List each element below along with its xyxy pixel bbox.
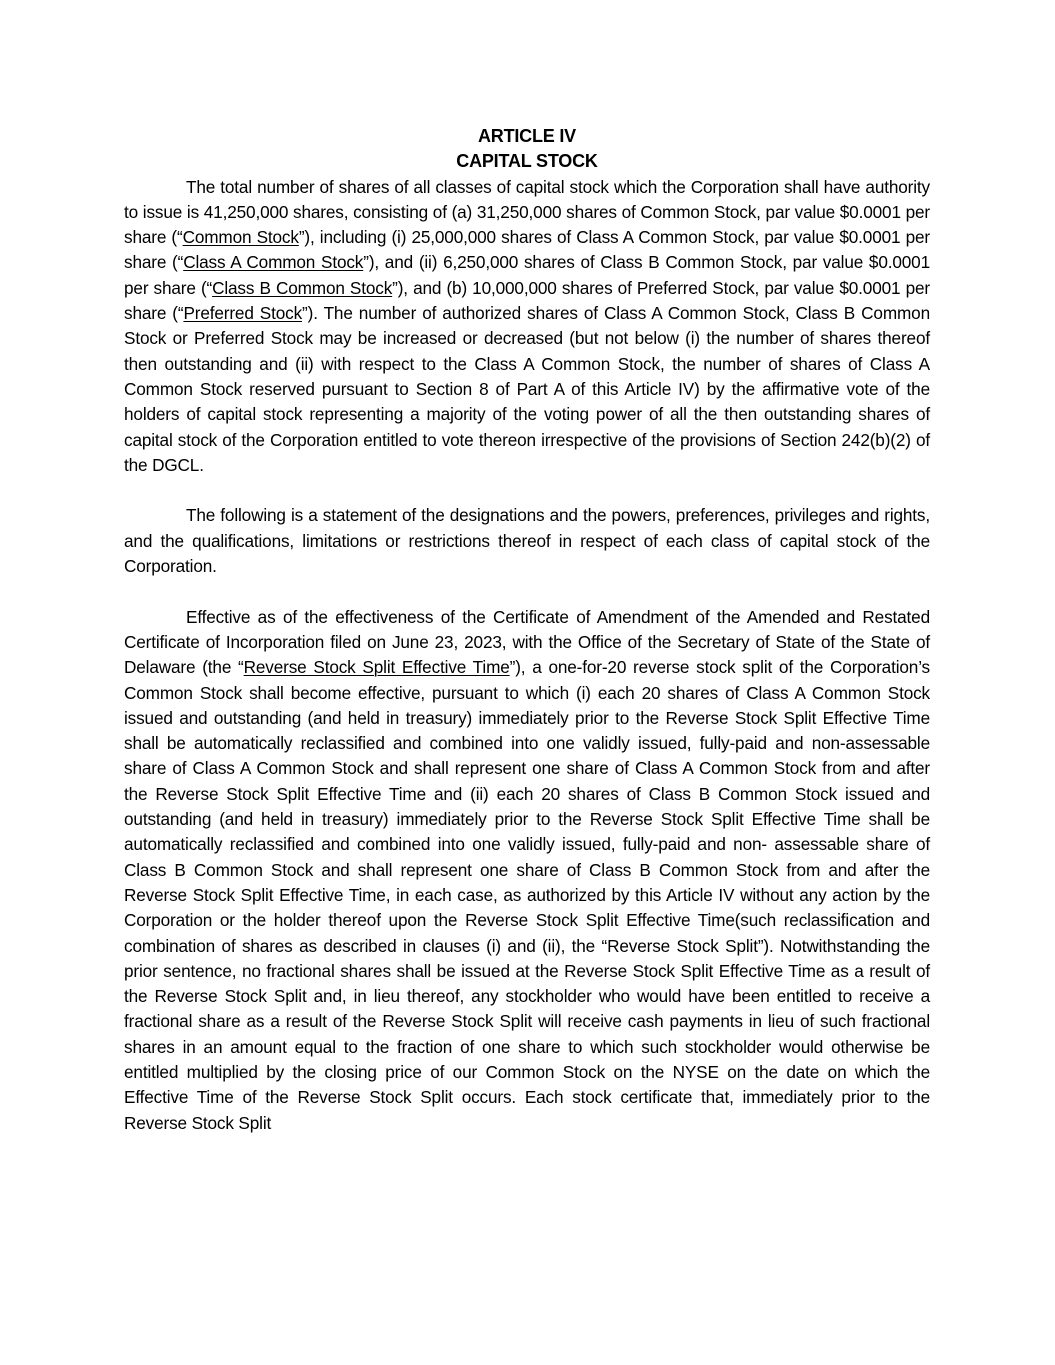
paragraph-text: ”), and (ii) 6,250,000 shares of Class B Common Stock, par value $0.0001 per share (“ bbox=[124, 252, 931, 298]
paragraph-text: ”), and (b) 10,000,000 shares of Preferred Stock, par value $0.0001 per share (“ bbox=[124, 277, 930, 324]
paragraph-text: Effective as of the effectiveness of the Certificate of Amendment of the Amended and Restated Certificate of Incorporation filed on June 23, 2023, with the Office of the Secretary of State of the State of Delaware (the “ bbox=[124, 606, 930, 678]
paragraph-designations: The following is a statement of the designations and the powers, preferences, privileges and rights, and the qualifications, limitations or restrictions thereof in respect of each class of capital stock of the Corporation. bbox=[124, 505, 930, 577]
article-title: CAPITAL STOCK bbox=[456, 151, 598, 172]
defined-term-common-stock: Common Stock bbox=[182, 227, 299, 248]
paragraph-text: ”), a one-for-20 reverse stock split of the Corporation’s Common Stock shall become effective, pursuant to which (i) each 20 shares of Class A Common Stock issued and outstanding (and held in treasury) immediately prior to the Reverse Stock Split Effective Time shall be automatically reclassified and combined into one validly issued, fully-paid and non-assessable share of Class A Common Stock and shall represent one share of Class A Common Stock from and after the Reverse Stock Split Effective Time and (ii) each 20 shares of Class B Common Stock issued and outstanding (and held in treasury) immediately prior to the Reverse Stock Split Effective Time shall be automatically reclassified and combined into one validly issued, fully-paid and non- assessable share of Class B Common Stock and shall represent one share of Class B Common Stock from and after the Reverse Stock Split Effective Time, in each case, as authorized by this Article IV without any action by the Corporation or the holder thereof upon the Reverse Stock Split Effective Time(such reclassification and combination of shares as described in clauses (i) and (ii), the “Reverse Stock Split”). Notwithstanding the prior sentence, no fractional shares shall be issued at the Reverse Stock Split Effective Time as a result of the Reverse Stock Split and, in lieu thereof, any stockholder who would have been entitled to receive a fractional share as a result of the Reverse Stock Split will receive cash payments in lieu of such fractional shares in an amount equal to the fraction of one share to which such stockholder would otherwise be entitled multiplied by the closing price of our Common Stock on the NYSE on the date on which the Effective Time of the Reverse Stock Split occurs. Each stock certificate that, immediately prior to the Reverse Stock Split bbox=[124, 657, 930, 1133]
paragraph-text: ”). The number of authorized shares of Class A Common Stock, Class B Common Stock or Preferred Stock may be increased or decreased (but not below (i) the number of shares thereof then outstanding and (ii) with respect to the Class A Common Stock, the number of shares of Class A Common Stock reserved pursuant to Section 8 of Part A of this Article IV) by the affirmative vote of the holders of capital stock representing a majority of the voting power of all the then outstanding shares of capital stock of the Corporation entitled to vote thereon irrespective of the provisions of Section 242(b)(2) of the DGCL. bbox=[124, 303, 930, 475]
paragraph-text: The total number of shares of all classes of capital stock which the Corporation shall have authority to issue is 41,250,000 shares, consisting of (a) 31,250,000 shares of Common Stock, par value $0.0001 per share (“ bbox=[124, 176, 930, 248]
article-number: ARTICLE IV bbox=[477, 126, 576, 146]
document-page bbox=[124, 124, 930, 1136]
defined-term-class-b-common-stock: Class B Common Stock bbox=[212, 277, 393, 298]
paragraph-text: ”), including (i) 25,000,000 shares of Class A Common Stock, par value $0.0001 per share (“ bbox=[124, 227, 930, 273]
paragraph-authorized-shares bbox=[124, 175, 930, 479]
defined-term-preferred-stock: Preferred Stock bbox=[183, 303, 303, 324]
paragraph-reverse-stock-split bbox=[124, 605, 930, 1136]
defined-term-class-a-common-stock: Class A Common Stock bbox=[183, 252, 364, 273]
defined-term-reverse-stock-split-effective-time: Reverse Stock Split Effective Time bbox=[243, 657, 510, 678]
